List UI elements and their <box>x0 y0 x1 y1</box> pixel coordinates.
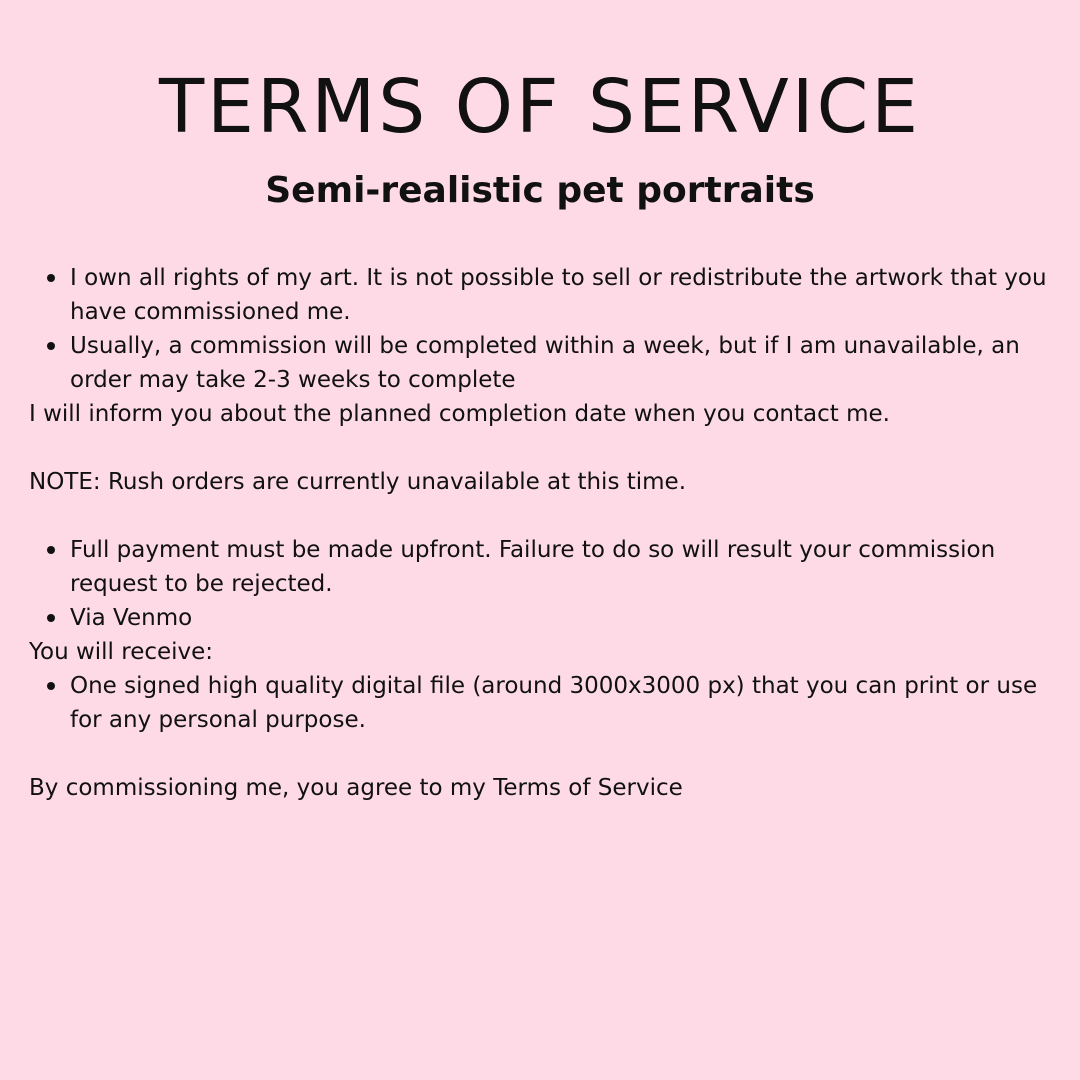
deliverables-list <box>29 669 1059 737</box>
list-item-timeline <box>70 329 1059 397</box>
page-subtitle: Semi-realistic pet portraits <box>265 170 815 211</box>
list-item-text: One signed high quality digital file (around 3000x3000 px) that you can print or use for any personal purpose. <box>70 673 1038 733</box>
bullet-icon <box>47 274 55 282</box>
bullet-icon <box>47 546 55 554</box>
agreement-text: By commissioning me, you agree to my Terms of Service <box>29 775 683 801</box>
tos-body <box>29 261 1059 805</box>
rights-list <box>29 261 1059 397</box>
list-item-file <box>70 669 1059 737</box>
payment-list <box>29 533 1059 635</box>
list-item-text: I own all rights of my art. It is not possible to sell or redistribute the artwork that you have commissioned me. <box>70 265 1047 325</box>
list-item-payment <box>70 533 1059 601</box>
list-item-text: Usually, a commission will be completed within a week, but if I am unavailable, an order may take 2-3 weeks to complete <box>70 333 1020 393</box>
page-title: TERMS OF SERVICE <box>158 64 922 150</box>
list-item-text: Via Venmo <box>70 605 193 631</box>
spacer <box>29 737 1059 771</box>
list-item-rights <box>70 261 1059 329</box>
completion-note: I will inform you about the planned completion date when you contact me. <box>29 401 890 427</box>
bullet-icon <box>47 614 55 622</box>
bullet-icon <box>47 682 55 690</box>
bullet-icon <box>47 342 55 350</box>
list-item-text: Full payment must be made upfront. Failure to do so will result your commission request to be rejected. <box>70 537 996 597</box>
receive-heading: You will receive: <box>29 639 214 665</box>
spacer <box>29 499 1059 533</box>
spacer <box>29 431 1059 465</box>
rush-note: NOTE: Rush orders are currently unavailable at this time. <box>29 469 687 495</box>
list-item-venmo <box>70 601 1059 635</box>
